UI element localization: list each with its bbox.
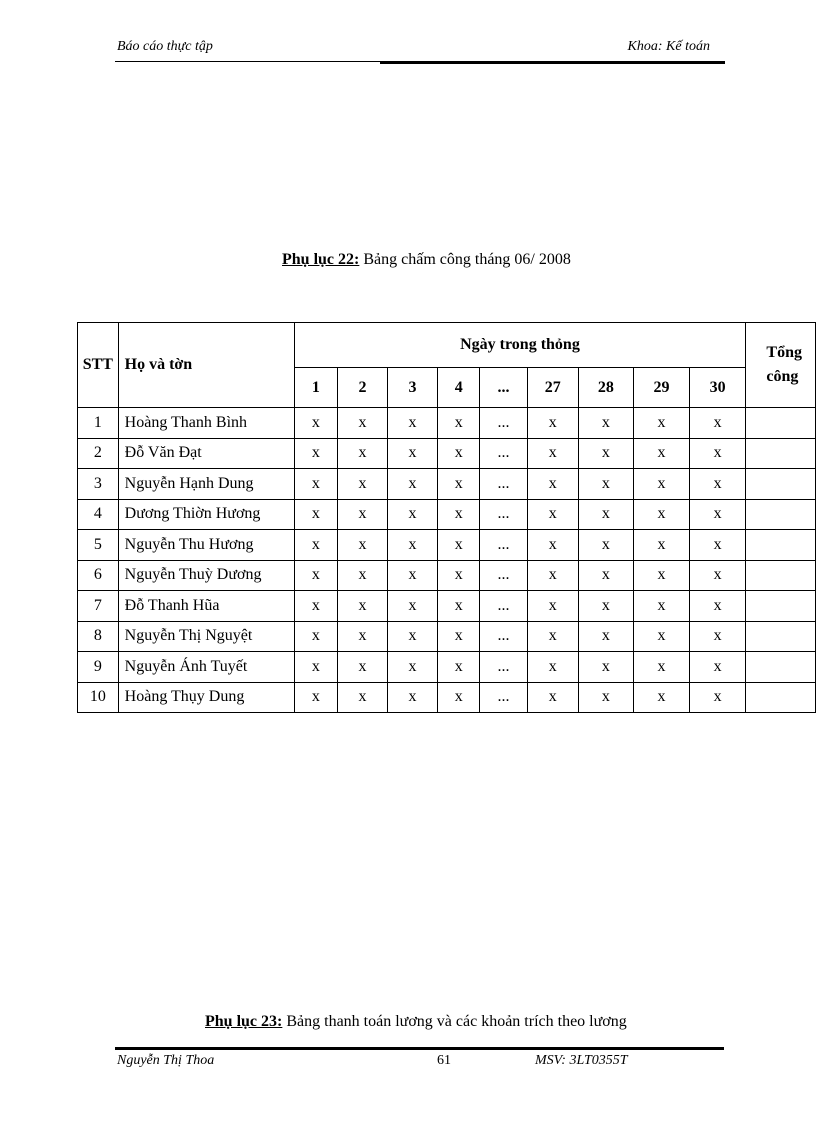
stt-cell: 6 [78,560,119,591]
attendance-mark-cell: x [338,438,388,469]
attendance-mark-cell: x [578,591,634,622]
appendix-23-title: Bảng thanh toán lương và các khoản trích theo lương [282,1013,627,1030]
attendance-mark-cell: x [634,469,690,500]
table-row [78,438,816,469]
attendance-mark-cell: x [578,438,634,469]
attendance-mark-cell: x [338,530,388,561]
attendance-mark-cell: x [689,499,746,530]
stt-cell: 1 [78,408,119,439]
stt-cell: 10 [78,682,119,713]
attendance-mark-cell: x [689,560,746,591]
table-row [78,408,816,439]
attendance-mark-cell: x [689,652,746,683]
header-total-line1: Tổng [766,344,802,361]
employee-name-cell: Nguyễn Ánh Tuyết [118,652,294,683]
total-cell [746,591,816,622]
attendance-mark-cell: x [387,469,438,500]
attendance-mark-cell: x [578,560,634,591]
attendance-mark-cell: x [578,408,634,439]
total-cell [746,499,816,530]
attendance-mark-cell: x [578,530,634,561]
employee-name-cell: Nguyễn Thu Hương [118,530,294,561]
header-right-text: Khoa: Kế toán [627,39,710,54]
day-header: ... [480,368,528,408]
attendance-mark-cell: x [689,530,746,561]
footer-page-number: 61 [437,1053,451,1068]
footer-divider [115,1047,724,1050]
attendance-mark-cell: x [634,499,690,530]
attendance-mark-cell: x [634,652,690,683]
attendance-mark-cell: ... [480,408,528,439]
attendance-mark-cell: x [294,560,338,591]
attendance-mark-cell: x [438,621,480,652]
appendix-23-caption [205,1013,627,1031]
total-cell [746,408,816,439]
total-cell [746,560,816,591]
total-cell [746,682,816,713]
attendance-mark-cell: x [578,621,634,652]
table-row [78,499,816,530]
attendance-table [77,322,816,713]
attendance-mark-cell: x [527,682,578,713]
attendance-mark-cell: x [527,530,578,561]
day-header: 28 [578,368,634,408]
attendance-mark-cell: x [438,682,480,713]
stt-cell: 5 [78,530,119,561]
attendance-mark-cell: x [634,560,690,591]
stt-cell: 9 [78,652,119,683]
attendance-mark-cell: x [438,469,480,500]
header-total [746,323,816,408]
attendance-mark-cell: x [438,408,480,439]
attendance-mark-cell: x [387,408,438,439]
table-row [78,621,816,652]
employee-name-cell: Nguyễn Thuỳ Dương [118,560,294,591]
employee-name-cell: Nguyễn Hạnh Dung [118,469,294,500]
day-header: 4 [438,368,480,408]
day-header: 3 [387,368,438,408]
attendance-mark-cell: ... [480,652,528,683]
attendance-mark-cell: x [294,469,338,500]
stt-cell: 3 [78,469,119,500]
attendance-mark-cell: x [387,652,438,683]
attendance-mark-cell: x [689,408,746,439]
attendance-mark-cell: x [578,652,634,683]
total-cell [746,652,816,683]
attendance-mark-cell: ... [480,438,528,469]
attendance-mark-cell: x [387,499,438,530]
attendance-mark-cell: x [634,438,690,469]
appendix-23-label: Phụ lục 23: [205,1013,283,1030]
attendance-mark-cell: x [338,560,388,591]
header-divider-thin [115,61,380,62]
attendance-mark-cell: x [634,621,690,652]
attendance-mark-cell: x [438,652,480,683]
attendance-mark-cell: x [387,621,438,652]
attendance-mark-cell: x [689,591,746,622]
appendix-22-title: Bảng chấm công tháng 06/ 2008 [359,251,571,268]
table-row [78,530,816,561]
stt-cell: 7 [78,591,119,622]
stt-cell: 2 [78,438,119,469]
attendance-mark-cell: x [387,682,438,713]
attendance-mark-cell: ... [480,682,528,713]
attendance-mark-cell: x [527,621,578,652]
day-header: 2 [338,368,388,408]
stt-cell: 4 [78,499,119,530]
attendance-mark-cell: x [634,530,690,561]
total-cell [746,469,816,500]
attendance-mark-cell: x [294,530,338,561]
attendance-mark-cell: x [438,438,480,469]
attendance-mark-cell: x [438,591,480,622]
attendance-mark-cell: x [294,591,338,622]
attendance-mark-cell: x [338,469,388,500]
attendance-mark-cell: x [578,469,634,500]
attendance-mark-cell: x [387,438,438,469]
attendance-mark-cell: x [689,682,746,713]
attendance-mark-cell: ... [480,560,528,591]
attendance-mark-cell: x [438,499,480,530]
employee-name-cell: Hoàng Thụy Dung [118,682,294,713]
attendance-mark-cell: x [338,499,388,530]
attendance-mark-cell: x [527,469,578,500]
attendance-mark-cell: x [438,560,480,591]
table-row [78,682,816,713]
attendance-mark-cell: x [387,560,438,591]
header-left-text: Báo cáo thực tập [117,39,213,54]
attendance-mark-cell: x [294,438,338,469]
total-cell [746,438,816,469]
employee-name-cell: Đỗ Thanh Hũa [118,591,294,622]
attendance-mark-cell: x [578,682,634,713]
day-header: 29 [634,368,690,408]
attendance-mark-cell: ... [480,591,528,622]
attendance-mark-cell: x [634,408,690,439]
attendance-mark-cell: x [634,682,690,713]
attendance-mark-cell: x [338,408,388,439]
attendance-mark-cell: ... [480,469,528,500]
attendance-mark-cell: x [294,621,338,652]
attendance-mark-cell: x [338,652,388,683]
attendance-mark-cell: x [634,591,690,622]
table-row [78,469,816,500]
attendance-mark-cell: x [527,499,578,530]
attendance-mark-cell: x [527,652,578,683]
day-header: 30 [689,368,746,408]
attendance-mark-cell: x [527,438,578,469]
attendance-mark-cell: ... [480,530,528,561]
footer-student-id: MSV: 3LT0355T [535,1053,628,1068]
attendance-mark-cell: x [527,560,578,591]
total-cell [746,621,816,652]
total-cell [746,530,816,561]
attendance-mark-cell: x [527,591,578,622]
table-row [78,652,816,683]
attendance-mark-cell: x [294,499,338,530]
table-row [78,591,816,622]
header-divider-thick [380,61,725,64]
day-header: 27 [527,368,578,408]
header-days-group: Ngày trong thỏng [294,323,746,368]
attendance-mark-cell: ... [480,499,528,530]
attendance-mark-cell: ... [480,621,528,652]
attendance-mark-cell: x [387,530,438,561]
day-header: 1 [294,368,338,408]
attendance-mark-cell: x [387,591,438,622]
table-row [78,560,816,591]
attendance-mark-cell: x [689,469,746,500]
employee-name-cell: Nguyễn Thị Nguyệt [118,621,294,652]
header-total-line2: công [766,368,799,385]
footer-author: Nguyễn Thị Thoa [117,1053,215,1068]
appendix-22-caption [282,251,571,269]
attendance-mark-cell: x [294,682,338,713]
stt-cell: 8 [78,621,119,652]
attendance-mark-cell: x [689,621,746,652]
attendance-mark-cell: x [338,621,388,652]
header-name: Họ và tờn [118,323,294,408]
employee-name-cell: Đỗ Văn Đạt [118,438,294,469]
attendance-mark-cell: x [338,591,388,622]
employee-name-cell: Hoàng Thanh Bình [118,408,294,439]
attendance-mark-cell: x [689,438,746,469]
attendance-mark-cell: x [527,408,578,439]
appendix-22-label: Phụ lục 22: [282,251,360,268]
header-stt: STT [78,323,119,408]
attendance-mark-cell: x [438,530,480,561]
attendance-mark-cell: x [338,682,388,713]
employee-name-cell: Dương Thiờn Hương [118,499,294,530]
attendance-mark-cell: x [294,652,338,683]
attendance-mark-cell: x [294,408,338,439]
attendance-mark-cell: x [578,499,634,530]
